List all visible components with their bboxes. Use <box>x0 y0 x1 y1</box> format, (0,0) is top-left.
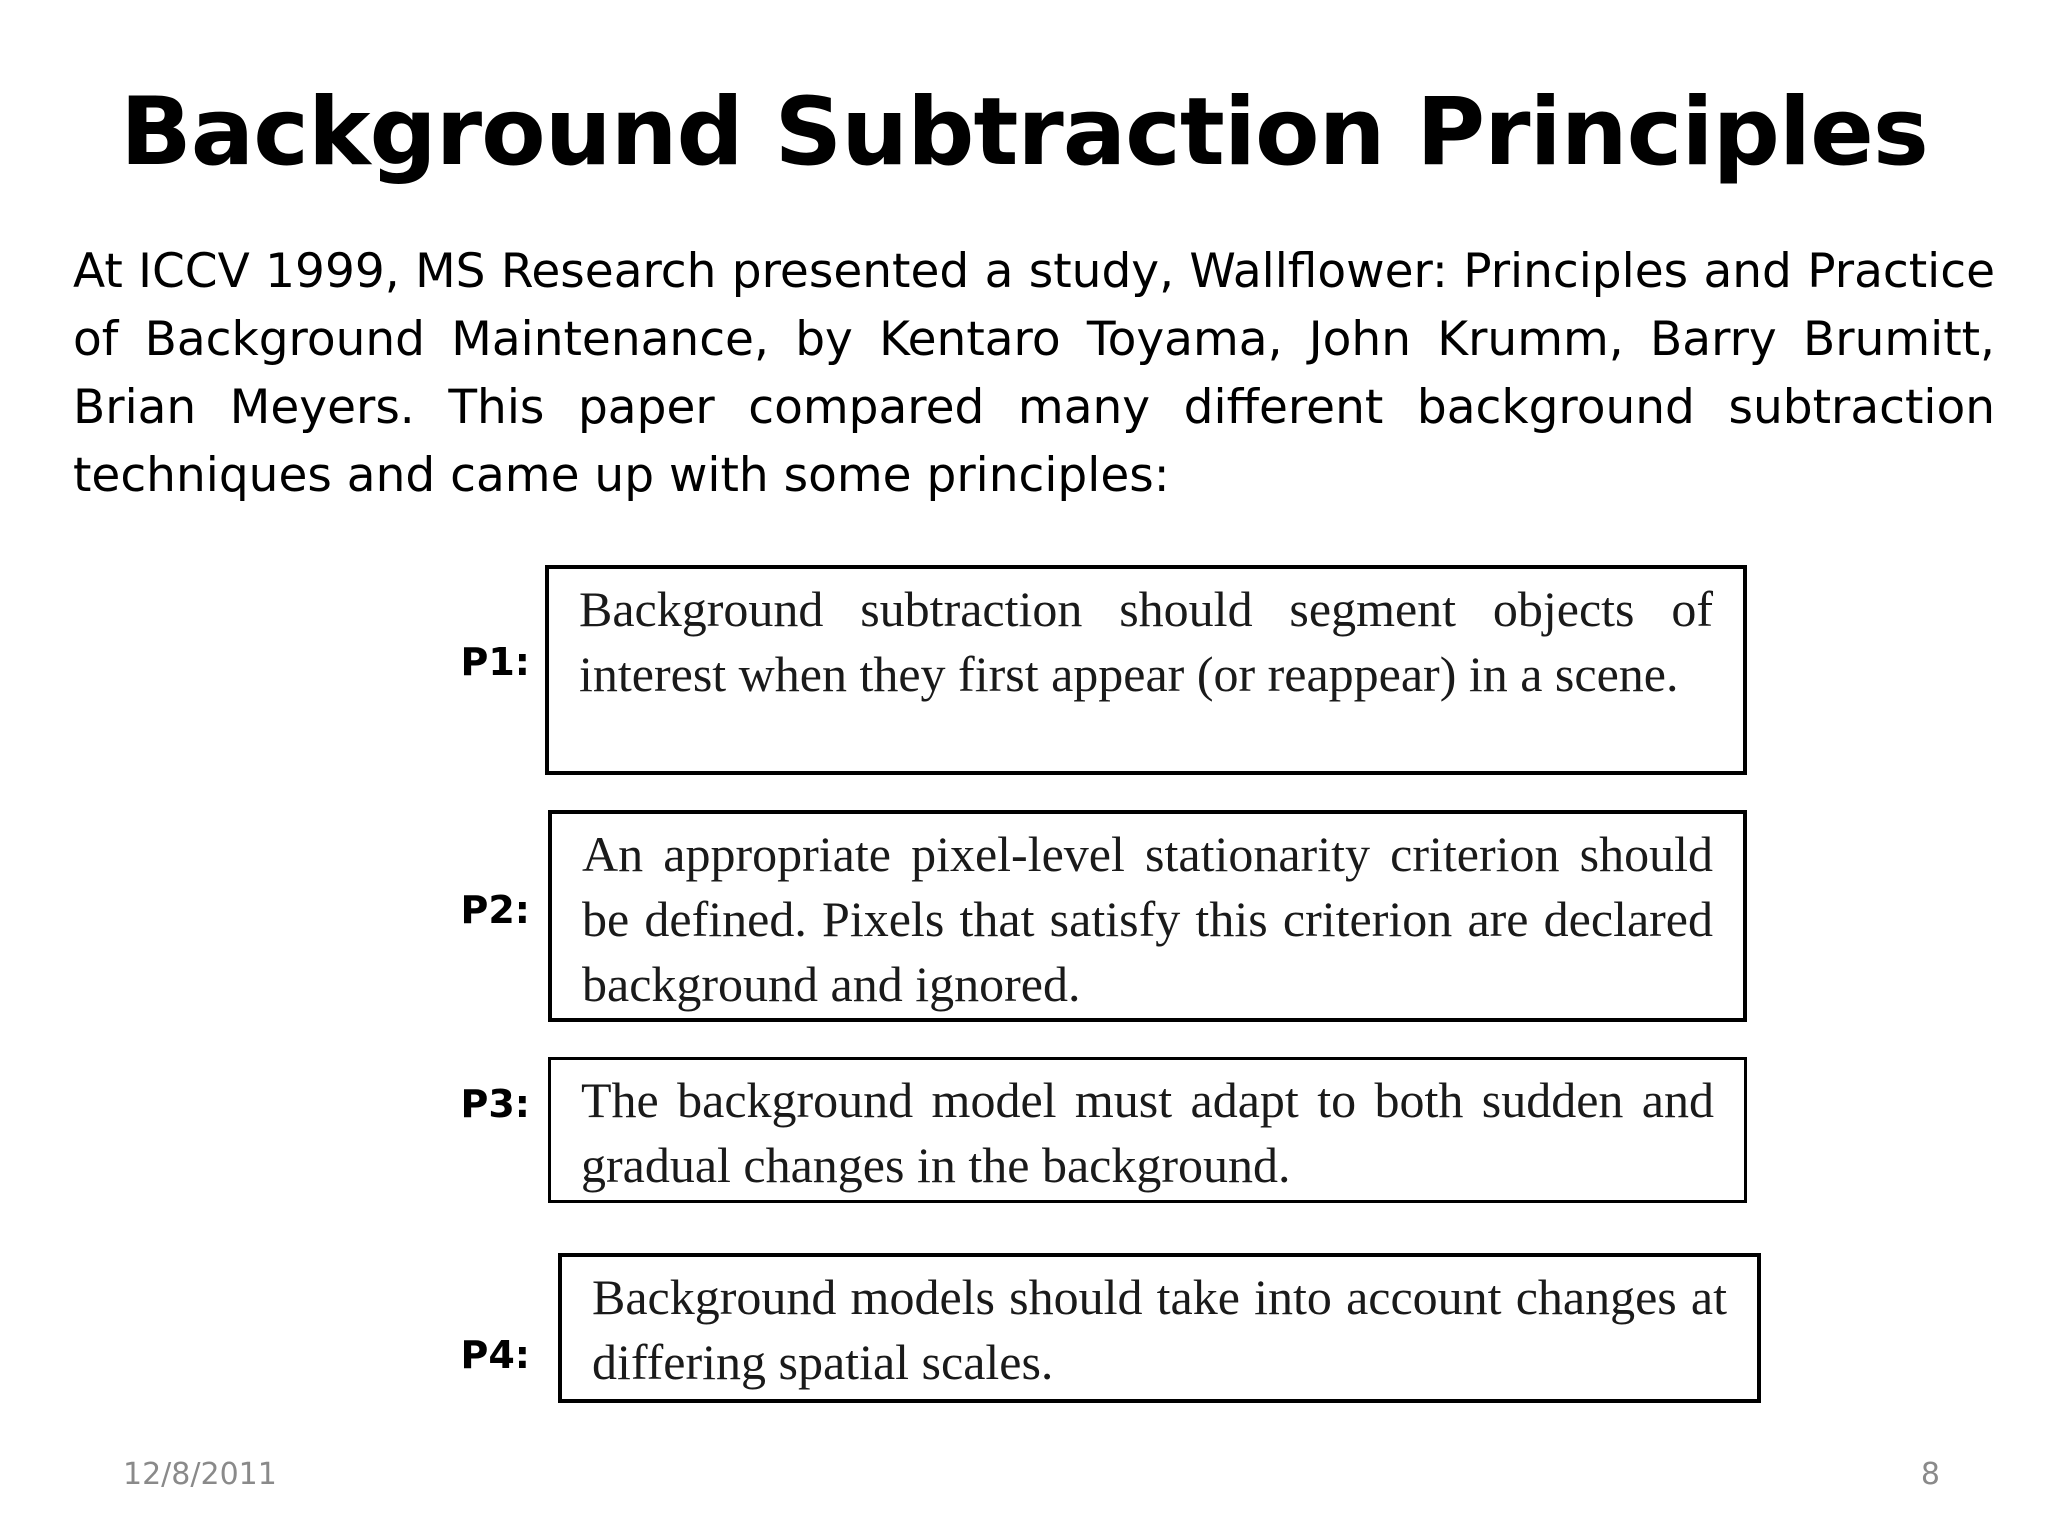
footer-date: 12/8/2011 <box>123 1457 277 1492</box>
principle-box-p3 <box>548 1057 1747 1203</box>
principle-box-p1 <box>545 565 1747 775</box>
principle-label-p3: P3: <box>460 1082 530 1126</box>
principle-label-p1: P1: <box>460 640 530 684</box>
principle-text-p1: Background subtraction should segment objects of interest when they first appear (or reappear) in a scene. <box>579 581 1713 702</box>
principle-text-p4: Background models should take into account changes at differing spatial scales. <box>592 1269 1727 1390</box>
principle-label-p4: P4: <box>460 1333 530 1377</box>
principle-text-p2: An appropriate pixel-level stationarity criterion should be defined. Pixels that satisfy this criterion are declared background and ignored. <box>582 826 1713 1012</box>
footer-page-number: 8 <box>1920 1457 1940 1492</box>
principle-box-p2 <box>548 810 1747 1022</box>
principle-box-p4 <box>558 1253 1761 1403</box>
slide-title: Background Subtraction Principles <box>120 78 1928 187</box>
principle-label-p2: P2: <box>460 888 530 932</box>
intro-paragraph: At ICCV 1999, MS Research presented a study, Wallflower: Principles and Practice of Background Maintenance, by Kentaro Toyama, John Krumm, Barry Brumitt, Brian Meyers. This paper compared many different background subtraction techniques and came up with some principles: <box>73 244 1995 503</box>
principle-text-p3: The background model must adapt to both sudden and gradual changes in the background. <box>581 1072 1714 1193</box>
